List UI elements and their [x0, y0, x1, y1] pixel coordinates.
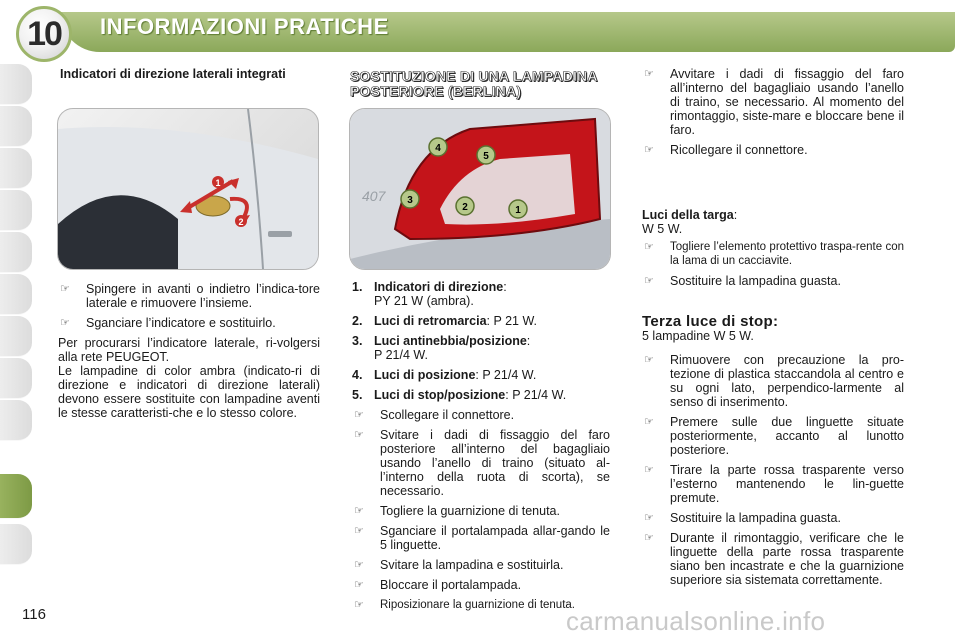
instruction-bullet: ☞ Rimuovere con precauzione la pro-tezione di plastica staccandola al centro e su ogni lato, perpendico-larmente al senso di inserimento.	[644, 353, 904, 409]
paragraph: Le lampadine di color ambra (indicato-ri di direzione e indicatori di direzione laterali) devono essere sostituite con lampadine aventi le stesse caratteristi-che e lo stesso colore.	[58, 364, 320, 420]
chapter-tab[interactable]	[0, 106, 32, 147]
page-number: 116	[22, 606, 46, 623]
chapter-tab[interactable]	[0, 148, 32, 189]
chapter-tab[interactable]	[0, 316, 32, 357]
instruction-bullet: ☞ Premere sulle due linguette situate posteriormente, accanto al lunotto posteriore.	[644, 415, 904, 457]
chapter-tabs	[0, 64, 34, 584]
right-text-top	[642, 67, 904, 163]
hand-pointer-icon: ☞	[354, 599, 364, 611]
paragraph: Per procurarsi l’indicatore laterale, ri-volgersi alla rete PEUGEOT.	[58, 336, 320, 364]
model-badge: 407	[362, 188, 386, 204]
targa-title: Luci della targa	[642, 208, 734, 222]
chapter-tab[interactable]	[0, 524, 32, 565]
side-indicator-photo	[57, 108, 319, 270]
terza-title: Terza luce di stop:	[642, 313, 779, 330]
targa-spec: W 5 W.	[642, 222, 683, 236]
hand-pointer-icon: ☞	[354, 409, 364, 421]
chapter-tab[interactable]	[0, 274, 32, 315]
instruction-bullet: ☞ Togliere la guarnizione di tenuta.	[354, 504, 560, 518]
watermark: carmanualsonline.info	[566, 606, 826, 636]
instruction-bullet: ☞ Svitare la lampadina e sostituirla.	[354, 558, 564, 572]
hand-pointer-icon: ☞	[644, 464, 654, 476]
hand-pointer-icon: ☞	[60, 283, 70, 295]
hand-pointer-icon: ☞	[644, 532, 654, 544]
hand-pointer-icon: ☞	[644, 354, 654, 366]
callout-label: 3	[407, 195, 413, 206]
instruction-bullet: ☞ Svitare i dadi di fissaggio del faro posteriore all’interno del bagagliaio usando l’anello di traino (situato al-l’interno della ruota di scorta), se necessario.	[354, 428, 610, 498]
tail-light-illustration	[350, 109, 610, 269]
callout-label: 2	[238, 217, 244, 227]
hand-pointer-icon: ☞	[60, 317, 70, 329]
chapter-tab[interactable]	[0, 64, 32, 105]
middle-text	[352, 280, 610, 618]
right-text-terza	[642, 315, 904, 593]
callout-label: 1	[215, 178, 221, 188]
hand-pointer-icon: ☞	[644, 144, 654, 156]
bulb-spec-item: 5. Luci di stop/posizione: P 21/4 W.	[352, 388, 567, 402]
hand-pointer-icon: ☞	[644, 68, 654, 80]
callout-label: 4	[435, 143, 441, 154]
instruction-bullet: ☞ Bloccare il portalampada.	[354, 578, 522, 592]
hand-pointer-icon: ☞	[354, 505, 364, 517]
left-heading-wrap	[60, 67, 290, 81]
hand-pointer-icon: ☞	[354, 429, 364, 441]
instruction-bullet: ☞ Riposizionare la guarnizione di tenuta.	[354, 599, 575, 611]
chapter-tab[interactable]	[0, 358, 32, 399]
left-heading: Indicatori di direzione laterali integrati	[60, 67, 286, 81]
chapter-tab[interactable]	[0, 232, 32, 273]
hand-pointer-icon: ☞	[644, 512, 654, 524]
instruction-bullet: ☞ Sganciare il portalampada allar-gando le 5 linguette.	[354, 524, 610, 552]
chapter-tab[interactable]	[0, 190, 32, 231]
instruction-bullet: ☞ Sganciare l’indicatore e sostituirlo.	[60, 316, 276, 330]
hand-pointer-icon: ☞	[644, 241, 654, 253]
instruction-bullet: ☞ Sostituire la lampadina guasta.	[644, 274, 841, 288]
hand-pointer-icon: ☞	[644, 416, 654, 428]
instruction-bullet: ☞ Scollegare il connettore.	[354, 408, 515, 422]
instruction-bullet: ☞ Ricollegare il connettore.	[644, 143, 808, 157]
callout-label: 1	[515, 205, 521, 216]
tail-light-photo	[349, 108, 611, 270]
bulb-spec-item: 2. Luci di retromarcia: P 21 W.	[352, 314, 538, 328]
instruction-bullet: ☞ Togliere l’elemento protettivo traspa-rente con la lama di un cacciavite.	[644, 241, 904, 267]
bulb-spec-item: 3. Luci antinebbia/posizione: P 21/4 W.	[352, 334, 531, 362]
bulb-spec-item: 1. Indicatori di direzione: PY 21 W (ambra).	[352, 280, 507, 308]
chapter-tab[interactable]	[0, 400, 32, 441]
instruction-bullet: ☞ Avvitare i dadi di fissaggio del faro all’interno del bagagliaio usando l’anello di traino, se necessario. Al momento del rimontaggio, siste-mare e bloccare bene il faro.	[644, 67, 904, 137]
terza-spec: 5 lampadine W 5 W.	[642, 329, 754, 343]
instruction-bullet: ☞ Tirare la parte rossa trasparente verso l’esterno mantenendo le lin-guette premute.	[644, 463, 904, 505]
chapter-badge: 10	[16, 6, 72, 62]
hand-pointer-icon: ☞	[354, 525, 364, 537]
instruction-bullet: ☞ Sostituire la lampadina guasta.	[644, 511, 841, 525]
chapter-tab-active[interactable]	[0, 474, 32, 519]
left-text	[58, 282, 320, 420]
section-title: SOSTITUZIONE DI UNA LAMPADINA POSTERIORE (BERLINA)	[350, 68, 598, 99]
right-text-targa: Luci della targa: W 5 W. ☞ Togliere l’elemento protettivo traspa-rente con la lama di un cacciavite. ☞ Sostituire la lampadina guasta.	[642, 208, 904, 288]
hand-pointer-icon: ☞	[354, 559, 364, 571]
instruction-bullet: ☞ Durante il rimontaggio, verificare che le linguette della parte rossa trasparente siano ben incastrate e che la guarnizione superiore sia sistemata correttamente.	[644, 531, 904, 587]
bulb-spec-item: 4. Luci di posizione: P 21/4 W.	[352, 368, 537, 382]
page-title: INFORMAZIONI PRATICHE	[100, 14, 389, 39]
hand-pointer-icon: ☞	[354, 579, 364, 591]
hand-pointer-icon: ☞	[644, 275, 654, 287]
side-indicator-illustration	[58, 109, 318, 269]
instruction-bullet: ☞ Spingere in avanti o indietro l’indica-tore laterale e rimuovere l’insieme.	[60, 282, 320, 310]
callout-label: 2	[462, 202, 468, 213]
callout-label: 5	[483, 151, 489, 162]
